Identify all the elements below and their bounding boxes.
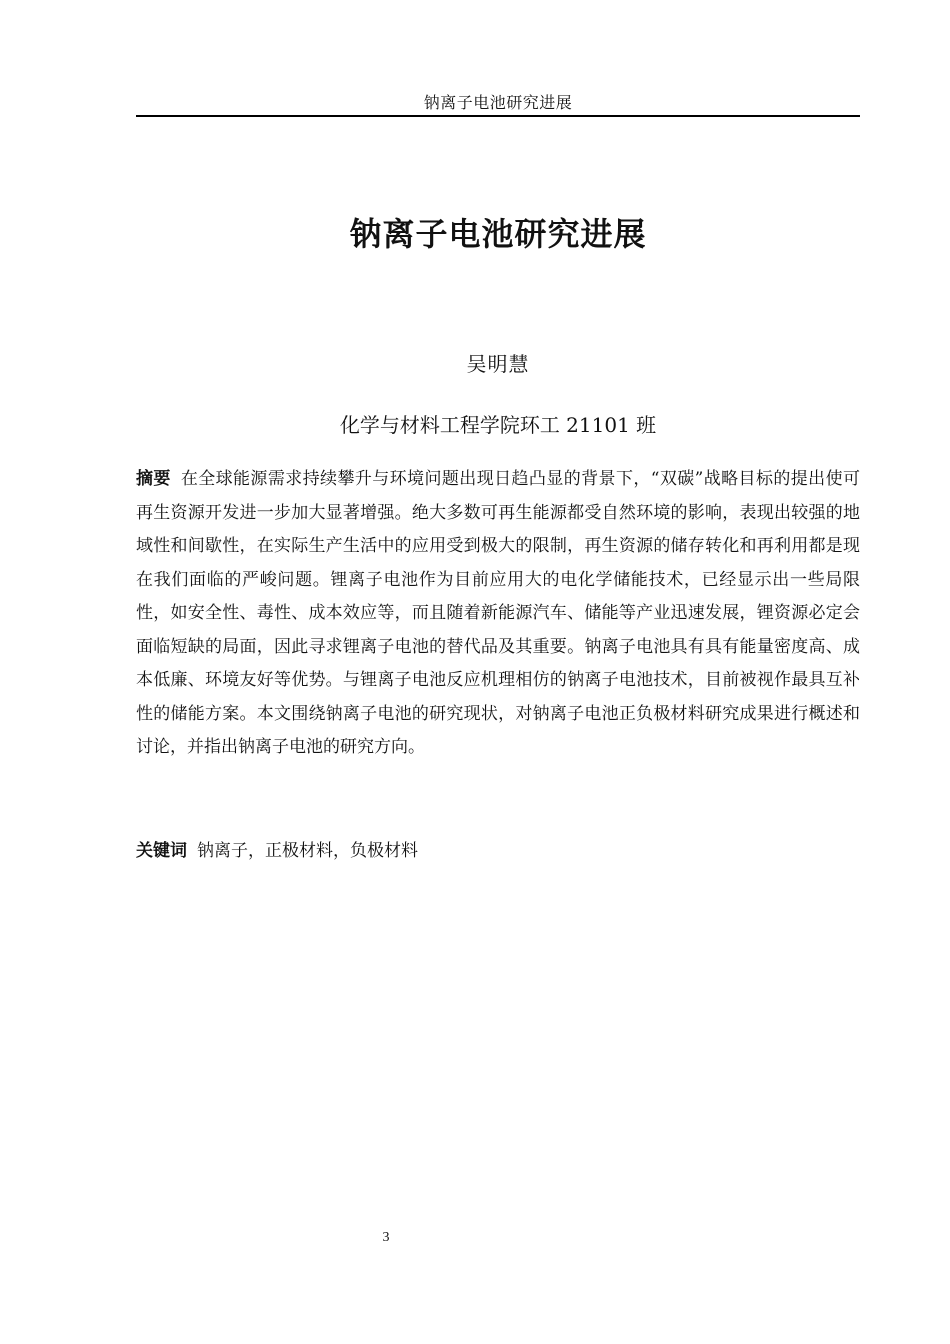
author-name: 吴明慧 [466, 352, 530, 376]
keywords-text: 钠离子，正极材料，负极材料 [197, 841, 418, 861]
abstract-paragraph [136, 463, 860, 765]
keywords-line [136, 835, 860, 868]
header-rule [136, 115, 860, 117]
page-number: 3 [382, 1230, 390, 1245]
abstract-label: 摘要 [136, 469, 171, 489]
keywords-label: 关键词 [136, 841, 187, 861]
document-title: 钠离子电池研究进展 [349, 215, 647, 253]
running-header: 钠离子电池研究进展 [423, 93, 573, 112]
author-affiliation: 化学与材料工程学院环工 21101 班 [339, 413, 657, 437]
abstract-text: 在全球能源需求持续攀升与环境问题出现日趋凸显的背景下，“双碳”战略目标的提出使可再生资源开发进一步加大显著增强。绝大多数可再生能源都受自然环境的影响，表现出较强的地域性和间歇性，在实际生产生活中的应用受到极大的限制，再生资源的储存转化和再利用都是现在我们面临的严峻问题。锂离子电池作为目前应用大的电化学储能技术，已经显示出一些局限性，如安全性、毒性、成本效应等，而且随着新能源汽车、储能等产业迅速发展，锂资源必定会面临短缺的局面，因此寻求锂离子电池的替代品及其重要。钠离子电池具有具有能量密度高、成本低廉、环境友好等优势。与锂离子电池反应机理相仿的钠离子电池技术，目前被视作最具互补性的储能方案。本文围绕钠离子电池的研究现状，对钠离子电池正负极材料研究成果进行概述和讨论，并指出钠离子电池的研究方向。 [136, 469, 860, 757]
